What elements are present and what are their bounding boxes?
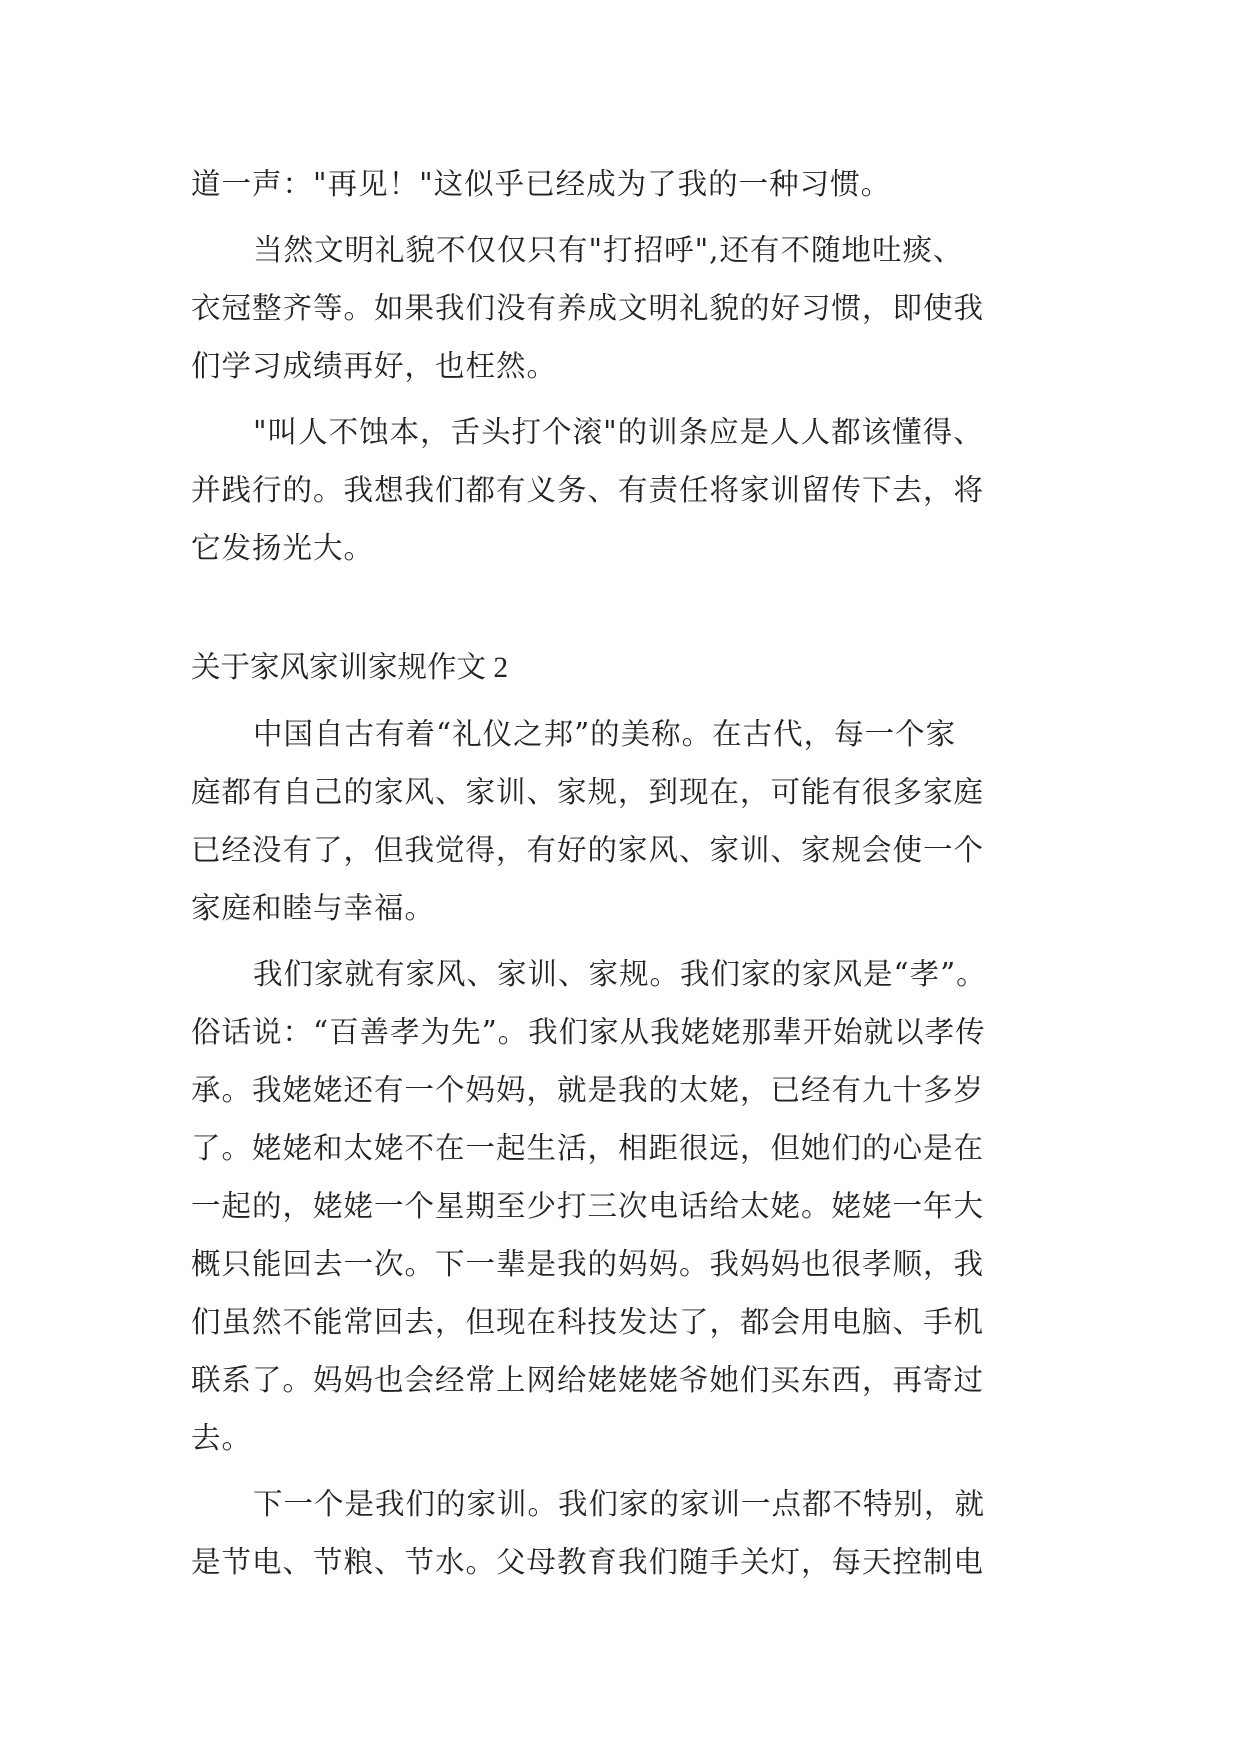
paragraph-line: 衣冠整齐等。如果我们没有养成文明礼貌的好习惯，即使我	[191, 291, 985, 325]
paragraph-line: 们虽然不能常回去，但现在科技发达了，都会用电脑、手机	[191, 1305, 985, 1339]
paragraph-spacer	[191, 697, 1051, 705]
paragraph-line: 已经没有了，但我觉得，有好的家风、家训、家规会使一个	[191, 833, 985, 867]
section-heading: 关于家风家训家规作文 2	[191, 652, 509, 684]
paragraph-line: 一起的，姥姥一个星期至少打三次电话给太姥。姥姥一年大	[191, 1189, 985, 1223]
paragraph-spacer	[191, 937, 1051, 945]
paragraph-line: 们学习成绩再好，也枉然。	[191, 349, 558, 383]
paragraph-spacer	[191, 1467, 1051, 1475]
paragraph-spacer	[191, 213, 1051, 221]
paragraph-line: 并践行的。我想我们都有义务、有责任将家训留传下去，将	[191, 473, 985, 507]
paragraph-line: "叫人不蚀本，舌头打个滚"的训条应是人人都该懂得、	[253, 415, 984, 449]
paragraph-line: 它发扬光大。	[191, 531, 375, 565]
paragraph-line: 去。	[191, 1421, 253, 1455]
paragraph-line: 是节电、节粮、节水。父母教育我们随手关灯，每天控制电	[191, 1545, 985, 1579]
paragraph-line: 我们家就有家风、家训、家规。我们家的家风是“孝”。	[253, 957, 987, 991]
paragraph-spacer	[191, 395, 1051, 403]
paragraph-line: 当然文明礼貌不仅仅只有"打招呼",还有不随地吐痰、	[253, 233, 964, 267]
paragraph-line: 概只能回去一次。下一辈是我的妈妈。我妈妈也很孝顺，我	[191, 1247, 985, 1281]
paragraph-line: 庭都有自己的家风、家训、家规，到现在，可能有很多家庭	[191, 775, 985, 809]
paragraph-line: 了。姥姥和太姥不在一起生活，相距很远，但她们的心是在	[191, 1131, 985, 1165]
document-body	[191, 155, 1051, 1591]
section-spacer	[191, 577, 1051, 639]
paragraph-line: 下一个是我们的家训。我们家的家训一点都不特别，就	[253, 1487, 986, 1521]
paragraph-line: 承。我姥姥还有一个妈妈，就是我的太姥，已经有九十多岁	[191, 1073, 985, 1107]
paragraph-line: 道一声："再见！"这似乎已经成为了我的一种习惯。	[191, 167, 892, 201]
paragraph-line: 家庭和睦与幸福。	[191, 891, 436, 925]
paragraph-line: 联系了。妈妈也会经常上网给姥姥姥爷她们买东西，再寄过	[191, 1363, 985, 1397]
paragraph-line: 俗话说：“百善孝为先”。我们家从我姥姥那辈开始就以孝传	[191, 1015, 986, 1049]
paragraph-line: 中国自古有着“礼仪之邦”的美称。在古代，每一个家	[253, 717, 957, 751]
